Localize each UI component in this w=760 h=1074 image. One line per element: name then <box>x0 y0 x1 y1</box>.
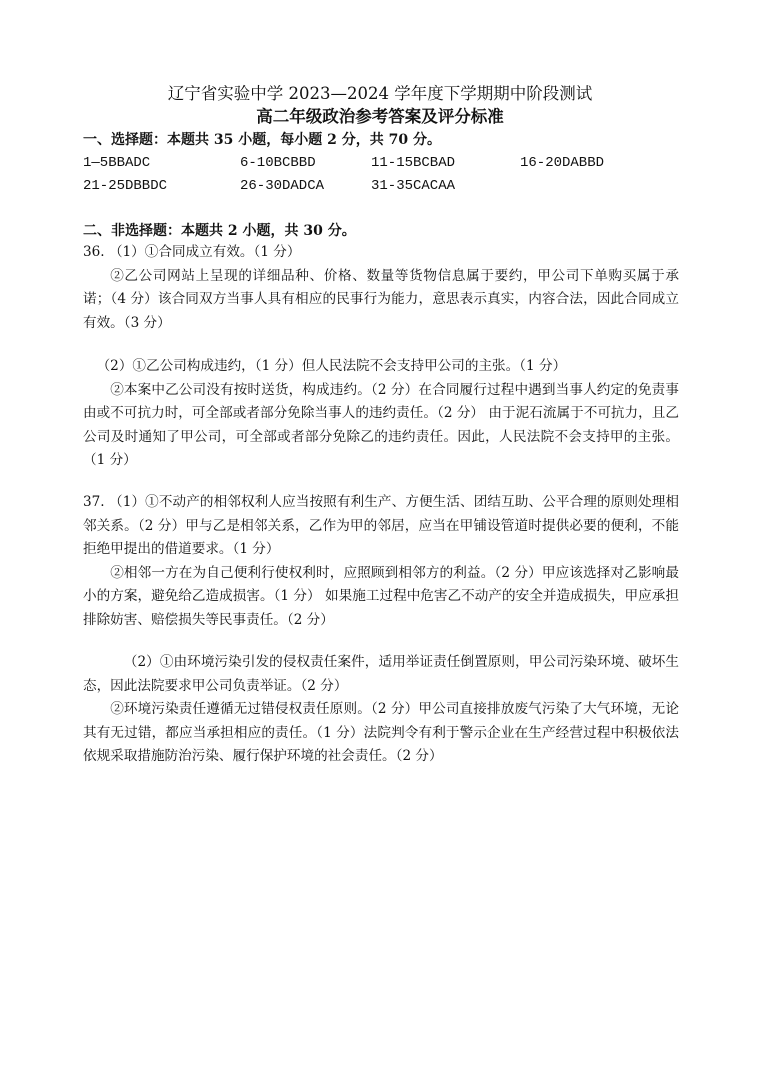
q36-part2 <box>83 355 679 473</box>
section1-heading: 一、选择题：本题共 35 小题，每小题 2 分，共 70 分。 <box>83 132 441 148</box>
section2-heading: 二、非选择题：本题共 2 小题，共 30 分。 <box>83 223 356 239</box>
document-subtitle: 高二年级政治参考答案及评分标准 <box>256 107 504 126</box>
answer-group: 6-10BCBBD <box>240 155 316 171</box>
q36-part2-line1: （2）①乙公司构成违约，（1 分）但人民法院不会支持甲公司的主张。（1 分） <box>96 358 567 374</box>
q37-part1-body: 37. （1）①不动产的相邻权利人应当按照有利生产、方便生活、团结互助、公平合理的原则处理相邻关系。（2 分）甲与乙是相邻关系，乙作为甲的邻居，应当在甲铺设管道时提供必要的便利，不能拒绝甲提出的借道要求。（1 分） <box>83 494 679 557</box>
q37-part2-body: （2）①由环境污染引发的侵权责任案件，适用举证责任倒置原则，甲公司污染环境、破坏生态，因此法院要求甲公司负责举证。（2 分） <box>83 654 679 694</box>
answer-group: 31-35CACAA <box>371 178 456 194</box>
answer-group: 11-15BCBAD <box>371 155 456 171</box>
q37-part2-body2: ②环境污染责任遵循无过错侵权责任原则。（2 分）甲公司直接排放废气污染了大气环境，无论其有无过错，都应当承担相应的责任。（1 分）法院判令有利于警示企业在生产经营过程中积极依法依规采取措施防治污染、履行保护环境的社会责任。（2 分） <box>83 701 679 764</box>
document-title: 辽宁省实验中学 2023—2024 学年度下学期期中阶段测试 <box>167 84 593 103</box>
q36-part1-line1: 36. （1）①合同成立有效。（1 分） <box>83 244 301 260</box>
answer-group: 1—5BBADC <box>83 155 151 171</box>
answer-group: 21-25DBBDC <box>83 178 168 194</box>
q36-part1 <box>83 241 679 335</box>
q36-part1-body: ②乙公司网站上呈现的详细品种、价格、数量等货物信息属于要约，甲公司下单购买属于承诺；（4 分）该合同双方当事人具有相应的民事行为能力，意思表示真实，内容合法，因此合同成立有效。（3 分） <box>83 267 679 331</box>
q37-part1-body2: ②相邻一方在为自己便利行使权利时，应照顾到相邻方的利益。（2 分）甲应该选择对乙影响最小的方案，避免给乙造成损害。（1 分） 如果施工过程中危害乙不动产的安全并造成损失，甲应承担排除妨害、赔偿损失等民事责任。（2 分） <box>83 564 679 628</box>
q37-part1 <box>83 491 679 632</box>
answer-group: 16-20DABBD <box>520 155 605 171</box>
answer-group: 26-30DADCA <box>240 178 325 194</box>
q37-part2 <box>83 651 679 769</box>
q36-part2-body: ②本案中乙公司没有按时送货，构成违约。（2 分）在合同履行过程中遇到当事人约定的免责事由或不可抗力时，可全部或者部分免除当事人的违约责任。（2 分） 由于泥石流属于不可抗力，且乙公司及时通知了甲公司，可全部或者部分免除乙的违约责任。因此，人民法院不会支持甲的主张。（1 分） <box>83 381 679 468</box>
